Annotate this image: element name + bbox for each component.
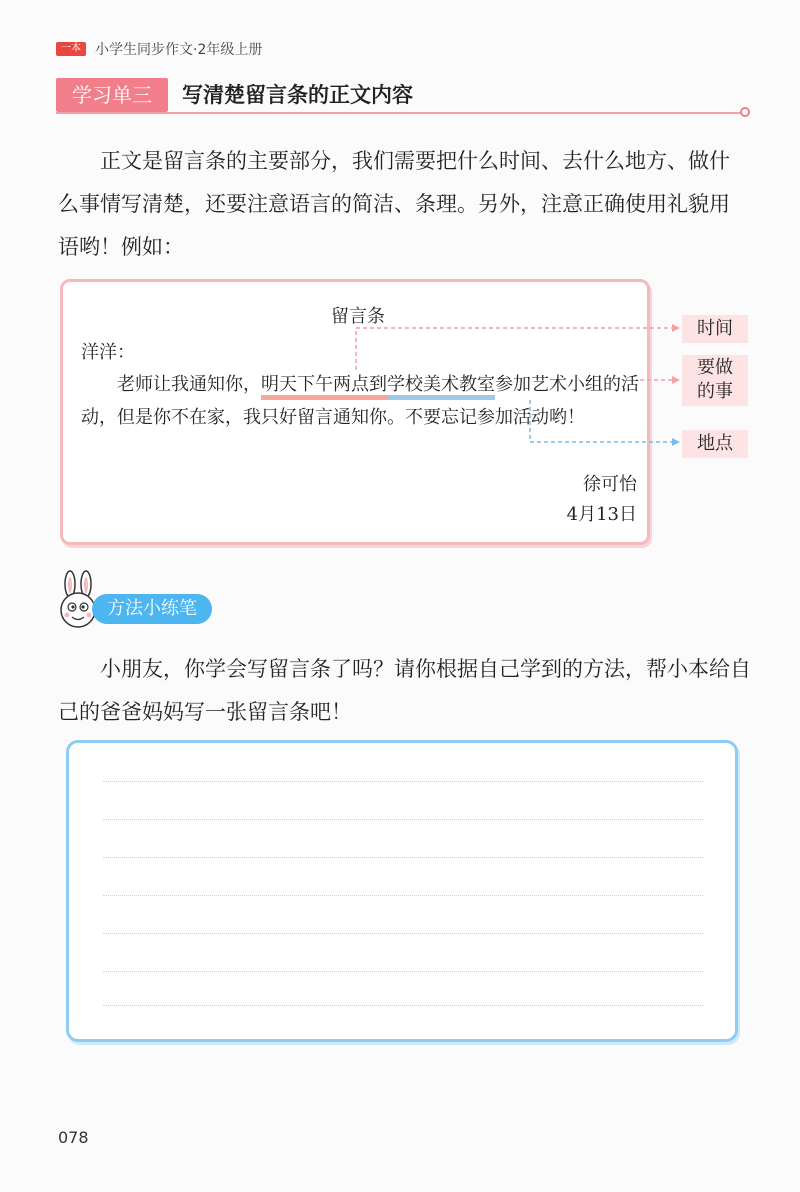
connector-time [356,328,672,370]
book-logo: 一本 [56,42,86,56]
connector-place [530,400,672,442]
writing-line [103,971,703,972]
note-title: 留言条 [331,306,385,327]
annotation-what-line1: 要做 [697,357,733,378]
note-greeting: 洋洋： [81,342,135,363]
writing-line [103,1005,703,1006]
method-badge: 方法小练笔 [92,594,212,624]
page-number: 078 [58,1128,89,1147]
note-body-place: 学校美术教室 [387,374,495,400]
intro-paragraph: 正文是留言条的主要部分，我们需要把什么时间、去什么地方、做什么事情写清楚，还要注意语言的简洁、条理。另外，注意正确使用礼貌用语哟！例如： [58,149,730,259]
note-signature: 徐可怡 [583,474,637,495]
section-title: 写清楚留言条的正文内容 [182,83,413,107]
writing-line [103,819,703,820]
writing-line [103,895,703,896]
writing-line [103,857,703,858]
book-title: 小学生同步作文·2年级上册 [95,42,263,58]
annotation-what [682,355,748,406]
practice-prompt: 小朋友，你学会写留言条了吗？请你根据自己学到的方法，帮小本给自己的爸爸妈妈写一张留言条吧！ [58,657,751,724]
annotation-time: 时间 [682,315,748,343]
unit-badge: 学习单三 [56,78,168,112]
note-date: 4月13日 [566,504,637,525]
annotation-place: 地点 [682,430,748,458]
note-body-time: 明天下午两点到 [261,374,387,400]
writing-line [103,933,703,934]
annotation-what-line2: 的事 [697,381,733,402]
writing-line [103,781,703,782]
note-body-part1: 老师让我通知你， [117,374,261,395]
writing-area[interactable] [66,740,738,1042]
note-body-part2: 参加艺术小组的活动，但是你不在家，我只好留言通知你。不要忘记参加活动哟！ [81,374,639,428]
